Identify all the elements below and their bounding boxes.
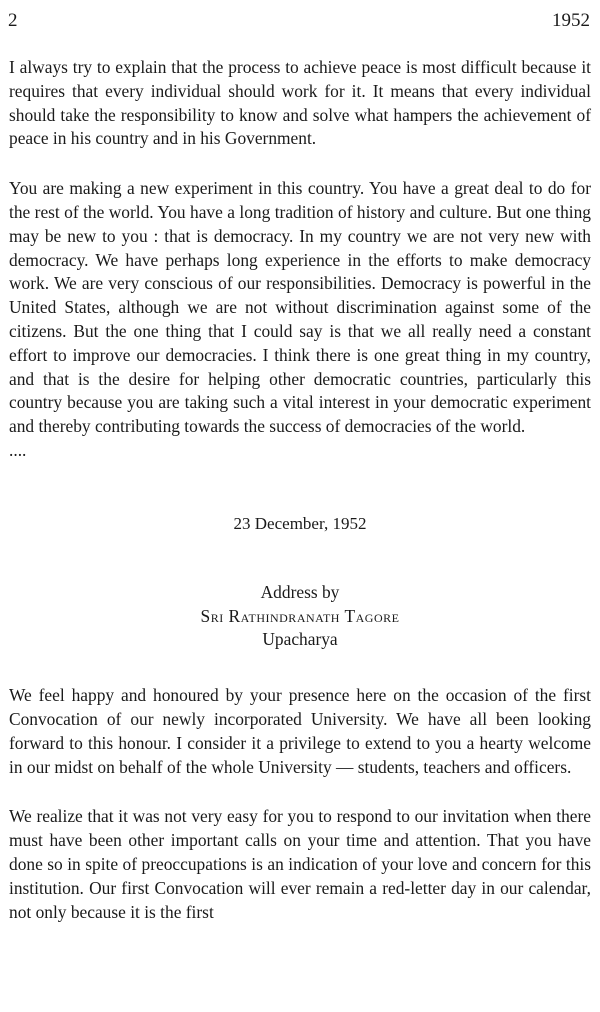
speaker-name: Sri Rathindranath Tagore <box>200 605 400 626</box>
page-header <box>8 9 590 33</box>
address-date: 23 December, 1952 <box>233 513 367 533</box>
ellipsis-break: .... <box>9 439 27 460</box>
address-heading <box>9 581 591 652</box>
address-by-label: Address by <box>260 581 340 602</box>
paragraph-democracy: You are making a new experiment in this country. You have a great deal to do for the rest of the world. You have a long tradition of history and culture. But one thing may be new to you : that is democracy. In my country we are not very new with democracy. We have perhaps long experience in the efforts to make democracy work. We are very conscious of our responsibilities. Democracy is powerful in the United States, although we are not without discrimination against some of the citizens. But the one thing that I could say is that we all really need a constant effort to improve our democracies. I think there is one great thing in my country, and that is the desire for helping other democratic countries, particularly this country because you are taking such a vital interest in your democratic experiment and thereby contributing towards the success of democracies of the world. <box>9 178 591 437</box>
speaker-role: Upacharya <box>262 629 338 650</box>
address-body <box>9 684 591 924</box>
page-number: 2 <box>8 10 18 31</box>
paragraph-peace: I always try to explain that the process to achieve peace is most difficult because it requires that every individual should work for it. It means that every individual should take the responsibility to know and solve what hampers the achievement of peace in his country and in his Government. <box>9 57 591 149</box>
running-title: 1952 <box>552 10 590 31</box>
paragraph-welcome: We feel happy and honoured by your presence here on the occasion of the first Convocation of our newly incorporated University. We have all been looking forward to this honour. I consider it a privilege to extend to you a hearty welcome in our midst on behalf of the whole University — students, teachers and officers. <box>9 685 591 777</box>
page-body <box>9 56 591 924</box>
paragraph-invitation: We realize that it was not very easy for you to respond to our invitation when there must have been other important calls on your time and attention. That you have done so in spite of preoccupations is an indication of your love and concern for this institution. Our first Convocation will ever remain a red-letter day in our calendar, not only because it is the first <box>9 806 591 922</box>
